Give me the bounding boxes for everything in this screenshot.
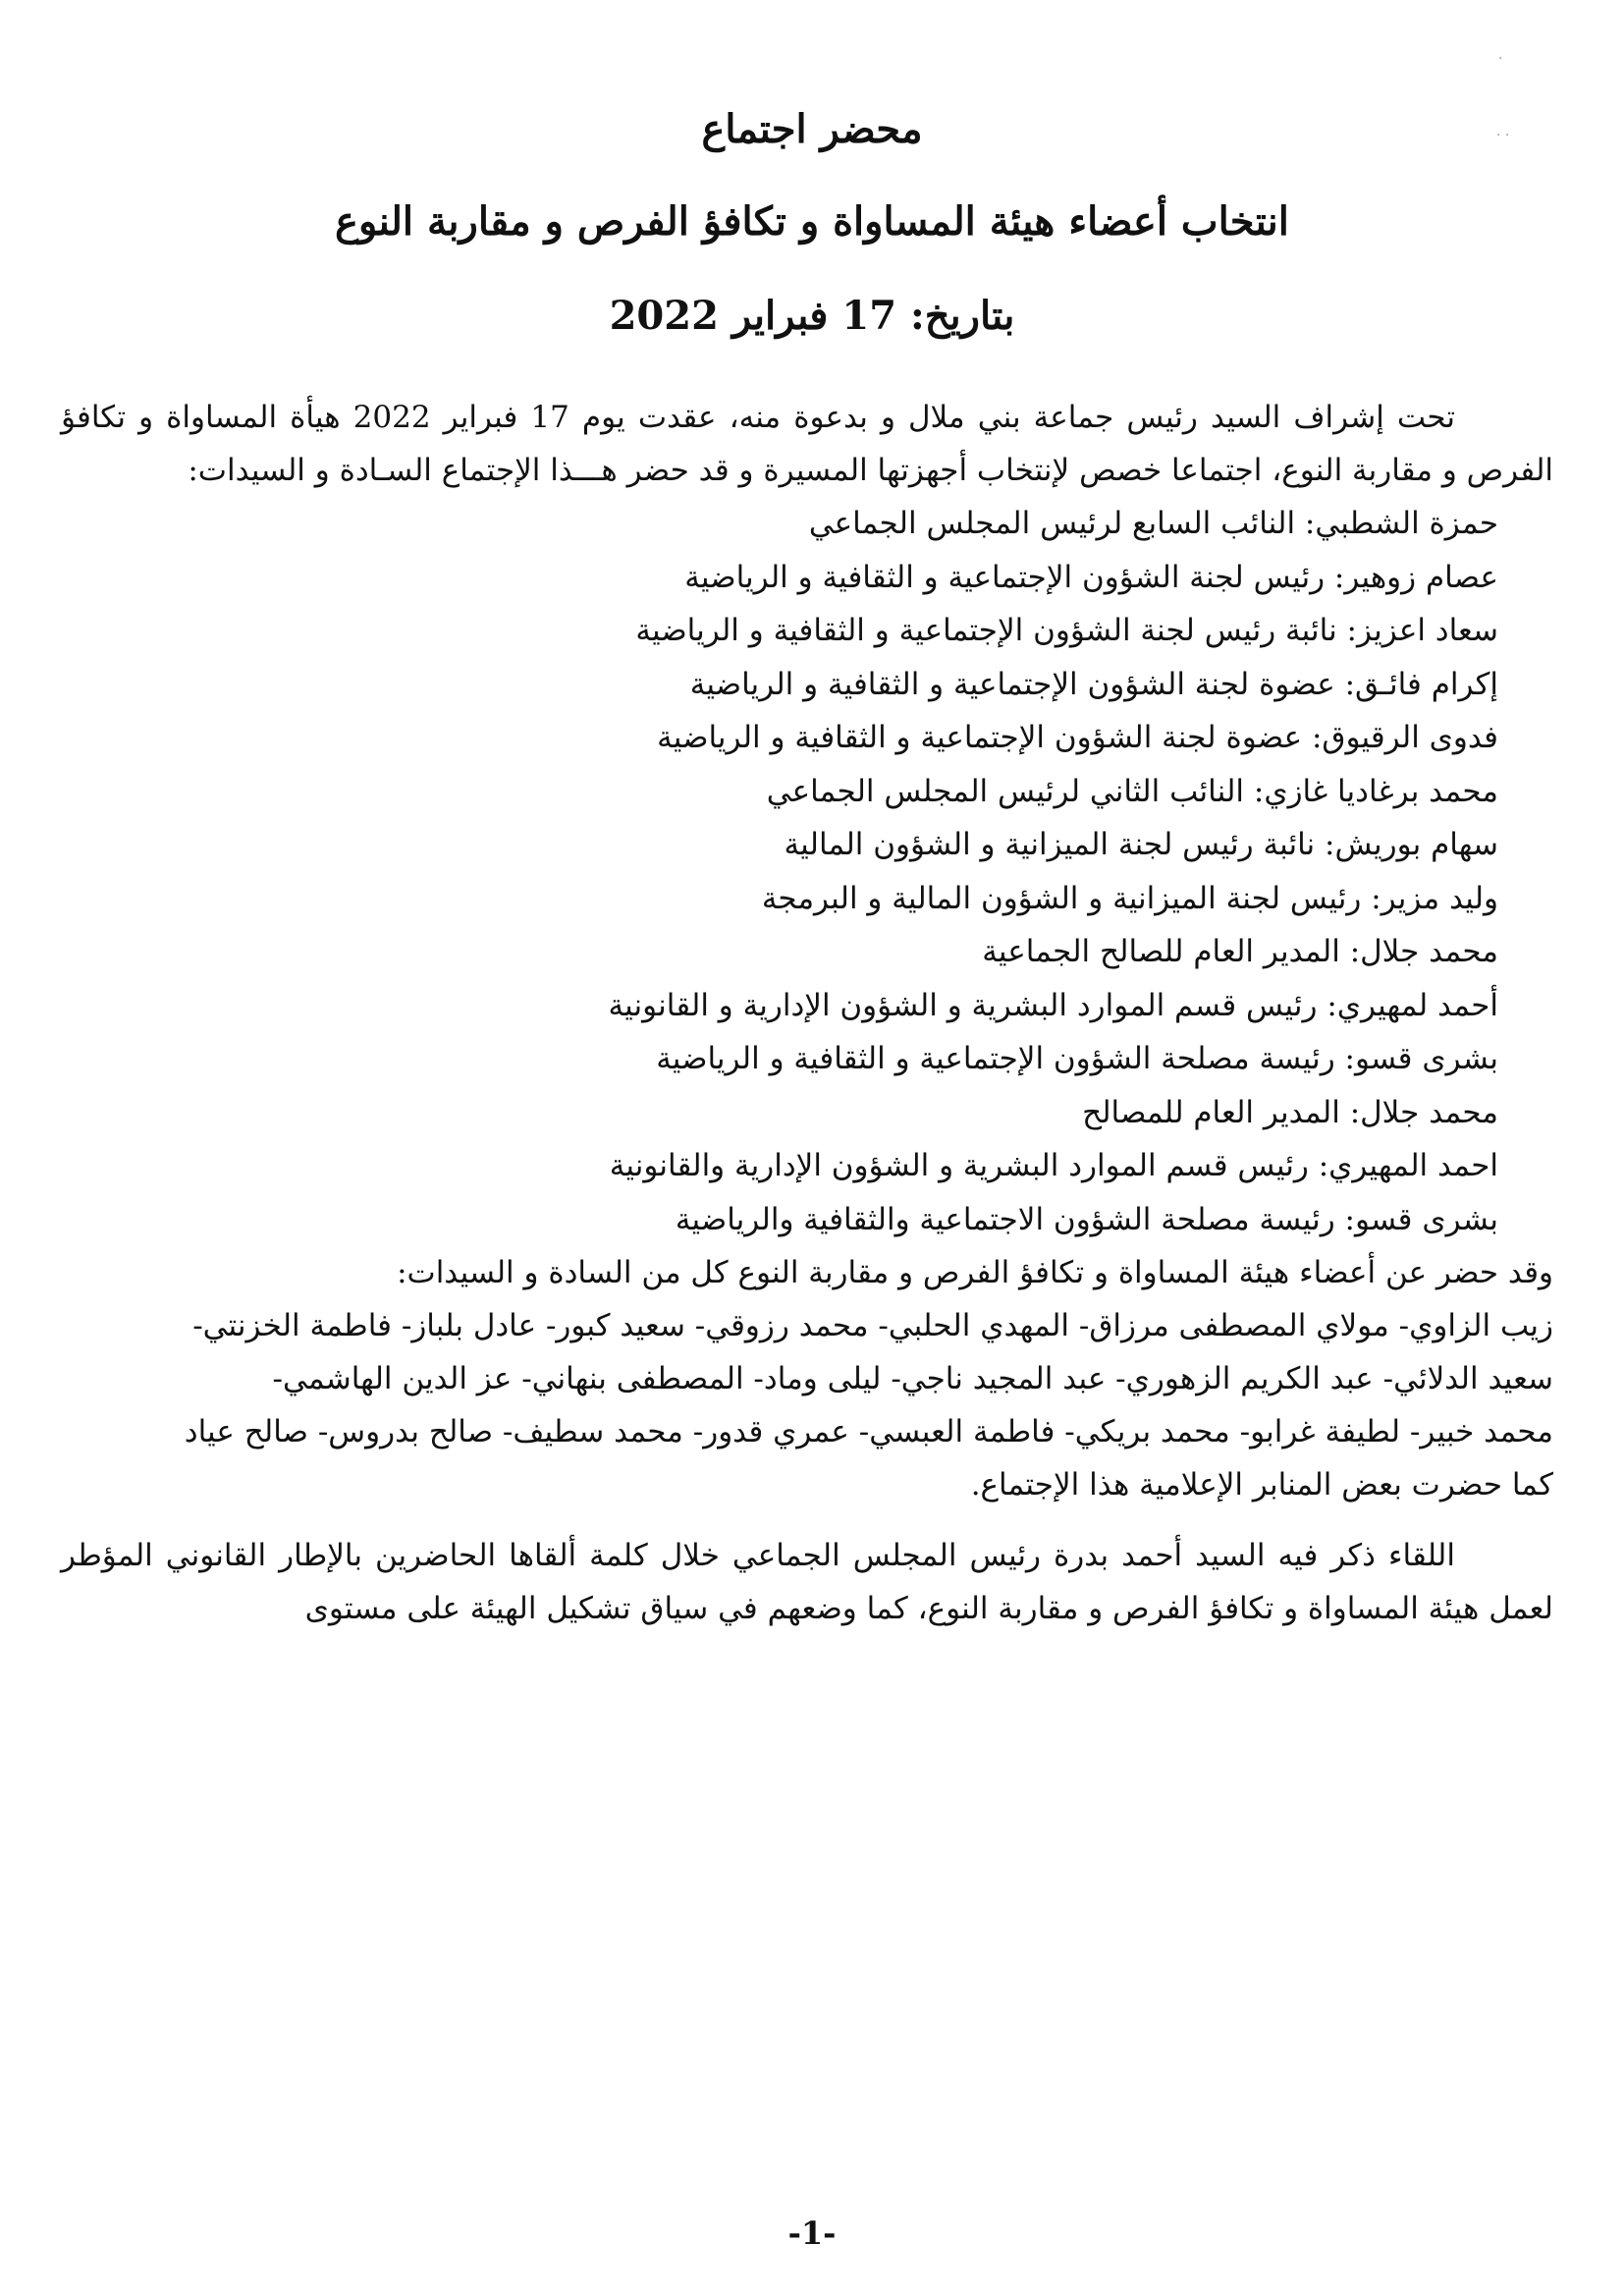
members-intro: وقد حضر عن أعضاء هيئة المساواة و تكافؤ الفرص و مقاربة النوع كل من السادة و السيدات: xyxy=(397,1255,1553,1290)
members-line: سعيد الدلائي- عبد الكريم الزهوري- عبد المجيد ناجي- ليلى وماد- المصطفى بنهاني- عز الدين الهاشمي- xyxy=(272,1361,1553,1396)
attendee-item: عصام زوهير: رئيس لجنة الشؤون الإجتماعية و الثقافية و الرياضية xyxy=(684,559,1498,595)
attendee-item: إكرام فائـق: عضوة لجنة الشؤون الإجتماعية و الثقافية و الرياضية xyxy=(689,666,1498,702)
members-list xyxy=(61,1299,1553,1458)
attendee-item: محمد جلال: المدير العام للصالح الجماعية xyxy=(982,934,1498,969)
members-line: زيب الزاوي- مولاي المصطفى مرزاق- المهدي الحلبي- محمد رزوقي- سعيد كبور- عادل بلباز- فاطمة الخزنتي- xyxy=(192,1308,1553,1343)
attendee-item: محمد برغاديا غازي: النائب الثاني لرئيس المجلس الجماعي xyxy=(766,773,1498,809)
intro-paragraph: تحت إشراف السيد رئيس جماعة بني ملال و بدعوة منه، عقدت يوم 17 فبراير 2022 هيأة المساواة و تكافؤ الفرص و مقاربة النوع، اجتماعا خصص لإنتخاب أجهزتها المسيرة و قد حضر هـــذا الإجتماع السـادة و السيدات: xyxy=(61,400,1553,488)
closing-paragraph: اللقاء ذكر فيه السيد أحمد بدرة رئيس المجلس الجماعي خلال كلمة ألقاها الحاضرين بالإطار القانوني المؤطر لعمل هيئة المساواة و تكافؤ الفرص و مقاربة النوع، كما وضعهم في سياق تشكيل الهيئة على مستوى xyxy=(61,1538,1553,1626)
attendees-list xyxy=(61,497,1553,1246)
attendee-item: محمد جلال: المدير العام للمصالح xyxy=(1082,1094,1498,1130)
page-number: -1- xyxy=(787,2214,837,2252)
document-title: محضر اجتماع xyxy=(701,106,923,152)
attendee-item: سهام بوريش: نائبة رئيس لجنة الميزانية و الشؤون المالية xyxy=(784,827,1498,862)
attendee-item: سعاد اعزيز: نائبة رئيس لجنة الشؤون الإجتماعية و الثقافية و الرياضية xyxy=(635,613,1498,648)
media-line: كما حضرت بعض المنابر الإعلامية هذا الإجتماع. xyxy=(970,1467,1553,1503)
scan-speck: · xyxy=(1498,51,1503,67)
members-line: محمد خبير- لطيفة غرابو- محمد بريكي- فاطمة العبسي- عمري قدور- محمد سطيف- صالح بدروس- صالح عياد xyxy=(184,1414,1553,1449)
attendee-item: أحمد لمهيري: رئيس قسم الموارد البشرية و الشؤون الإدارية و القانونية xyxy=(608,987,1498,1023)
attendee-item: بشرى قسو: رئيسة مصلحة الشؤون الاجتماعية والثقافية والرياضية xyxy=(675,1201,1498,1237)
attendee-item: حمزة الشطبي: النائب السابع لرئيس المجلس الجماعي xyxy=(808,506,1498,541)
attendee-item: بشرى قسو: رئيسة مصلحة الشؤون الإجتماعية و الثقافية و الرياضية xyxy=(656,1041,1498,1076)
attendee-item: وليد مزير: رئيس لجنة الميزانية و الشؤون المالية و البرمجة xyxy=(761,880,1498,916)
attendee-item: فدوى الرقيوق: عضوة لجنة الشؤون الإجتماعية و الثقافية و الرياضية xyxy=(657,720,1498,755)
document-date: بتاريخ: 17 فبراير 2022 xyxy=(609,293,1015,339)
attendee-item: احمد المهيري: رئيس قسم الموارد البشرية و الشؤون الإدارية والقانونية xyxy=(609,1148,1498,1183)
document-subtitle: انتخاب أعضاء هيئة المساواة و تكافؤ الفرص و مقاربة النوع xyxy=(335,198,1289,245)
scan-speck: · · xyxy=(1496,128,1510,143)
document-body xyxy=(61,391,1553,1635)
